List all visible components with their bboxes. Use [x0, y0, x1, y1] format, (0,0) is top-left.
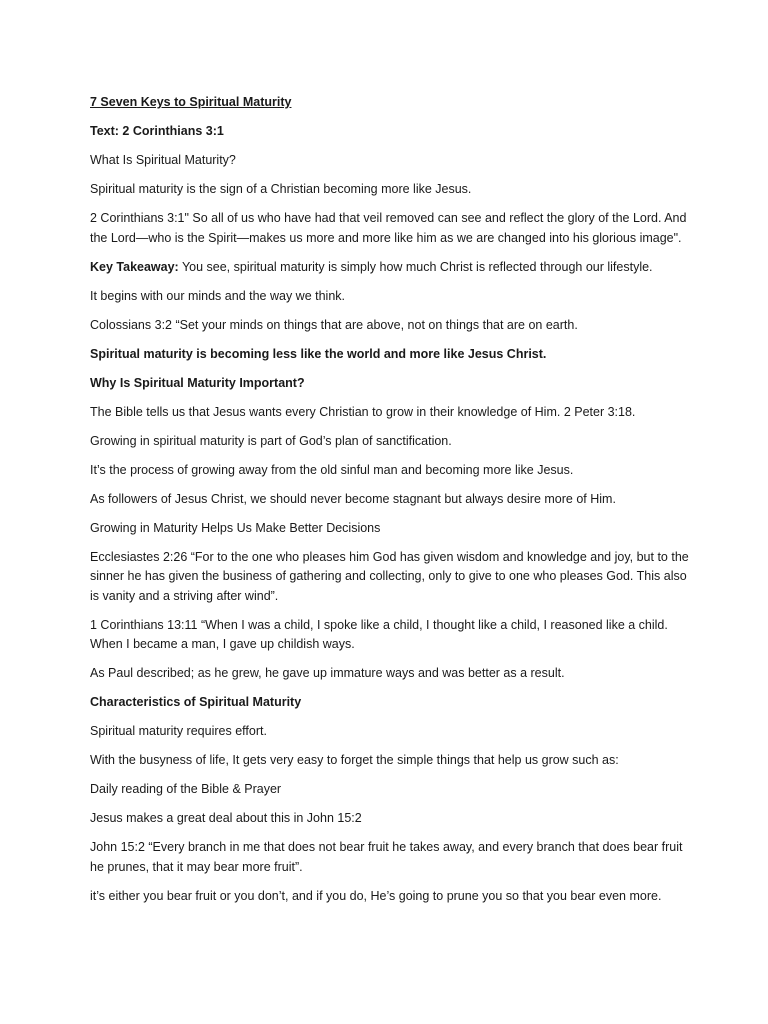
document-title: 7 Seven Keys to Spiritual Maturity — [90, 95, 292, 109]
scripture-quote: 1 Corinthians 13:11 “When I was a child, I spoke like a child, I thought like a child, I reasoned like a child. When I became a man, I gave up childish ways. — [90, 617, 668, 651]
scripture-quote: Ecclesiastes 2:26 “For to the one who pleases him God has given wisdom and knowledge and joy, but to the sinner he has given the business of gathering and collecting, only to give to one who pleases God. This also is vanity and a striving after wind”. — [90, 549, 689, 603]
key-takeaway — [90, 258, 690, 278]
section-heading: What Is Spiritual Maturity? — [90, 153, 236, 167]
key-takeaway-label: Key Takeaway: — [90, 259, 179, 274]
paragraph: Daily reading of the Bible & Prayer — [90, 782, 282, 796]
paragraph: Spiritual maturity requires effort. — [90, 724, 267, 738]
paragraph: It begins with our minds and the way we think. — [90, 288, 345, 303]
paragraph: As Paul described; as he grew, he gave up immature ways and was better as a result. — [90, 666, 565, 680]
paragraph: As followers of Jesus Christ, we should never become stagnant but always desire more of Him. — [90, 491, 616, 506]
scripture-quote: John 15:2 “Every branch in me that does not bear fruit he takes away, and every branch that does bear fruit he prunes, that it may bear more fruit”. — [90, 840, 683, 874]
paragraph: it’s either you bear fruit or you don’t, and if you do, He’s going to prune you so that you bear even more. — [90, 888, 662, 903]
paragraph: With the busyness of life, It gets very easy to forget the simple things that help us grow such as: — [90, 753, 619, 767]
subheading: Growing in Maturity Helps Us Make Better Decisions — [90, 520, 381, 535]
paragraph: Jesus makes a great deal about this in John 15:2 — [90, 811, 362, 825]
document-page — [90, 93, 690, 916]
key-takeaway-text: You see, spiritual maturity is simply how much Christ is reflected through our lifestyle. — [178, 259, 653, 274]
emphasis-statement: Spiritual maturity is becoming less like the world and more like Jesus Christ. — [90, 346, 547, 361]
section-heading: Why Is Spiritual Maturity Important? — [90, 375, 305, 390]
section-heading: Characteristics of Spiritual Maturity — [90, 695, 302, 709]
paragraph: Spiritual maturity is the sign of a Christian becoming more like Jesus. — [90, 182, 472, 196]
scripture-quote: 2 Corinthians 3:1" So all of us who have had that veil removed can see and reflect the glory of the Lord. And the Lord—who is the Spirit—makes us more and more like him as we are changed into his glorious image". — [90, 211, 687, 245]
scripture-quote: Colossians 3:2 “Set your minds on things that are above, not on things that are on earth. — [90, 317, 578, 332]
paragraph: It’s the process of growing away from the old sinful man and becoming more like Jesus. — [90, 462, 574, 477]
paragraph: The Bible tells us that Jesus wants every Christian to grow in their knowledge of Him. 2 Peter 3:18. — [90, 404, 636, 419]
paragraph: Growing in spiritual maturity is part of God’s plan of sanctification. — [90, 433, 452, 448]
text-reference: Text: 2 Corinthians 3:1 — [90, 124, 224, 138]
